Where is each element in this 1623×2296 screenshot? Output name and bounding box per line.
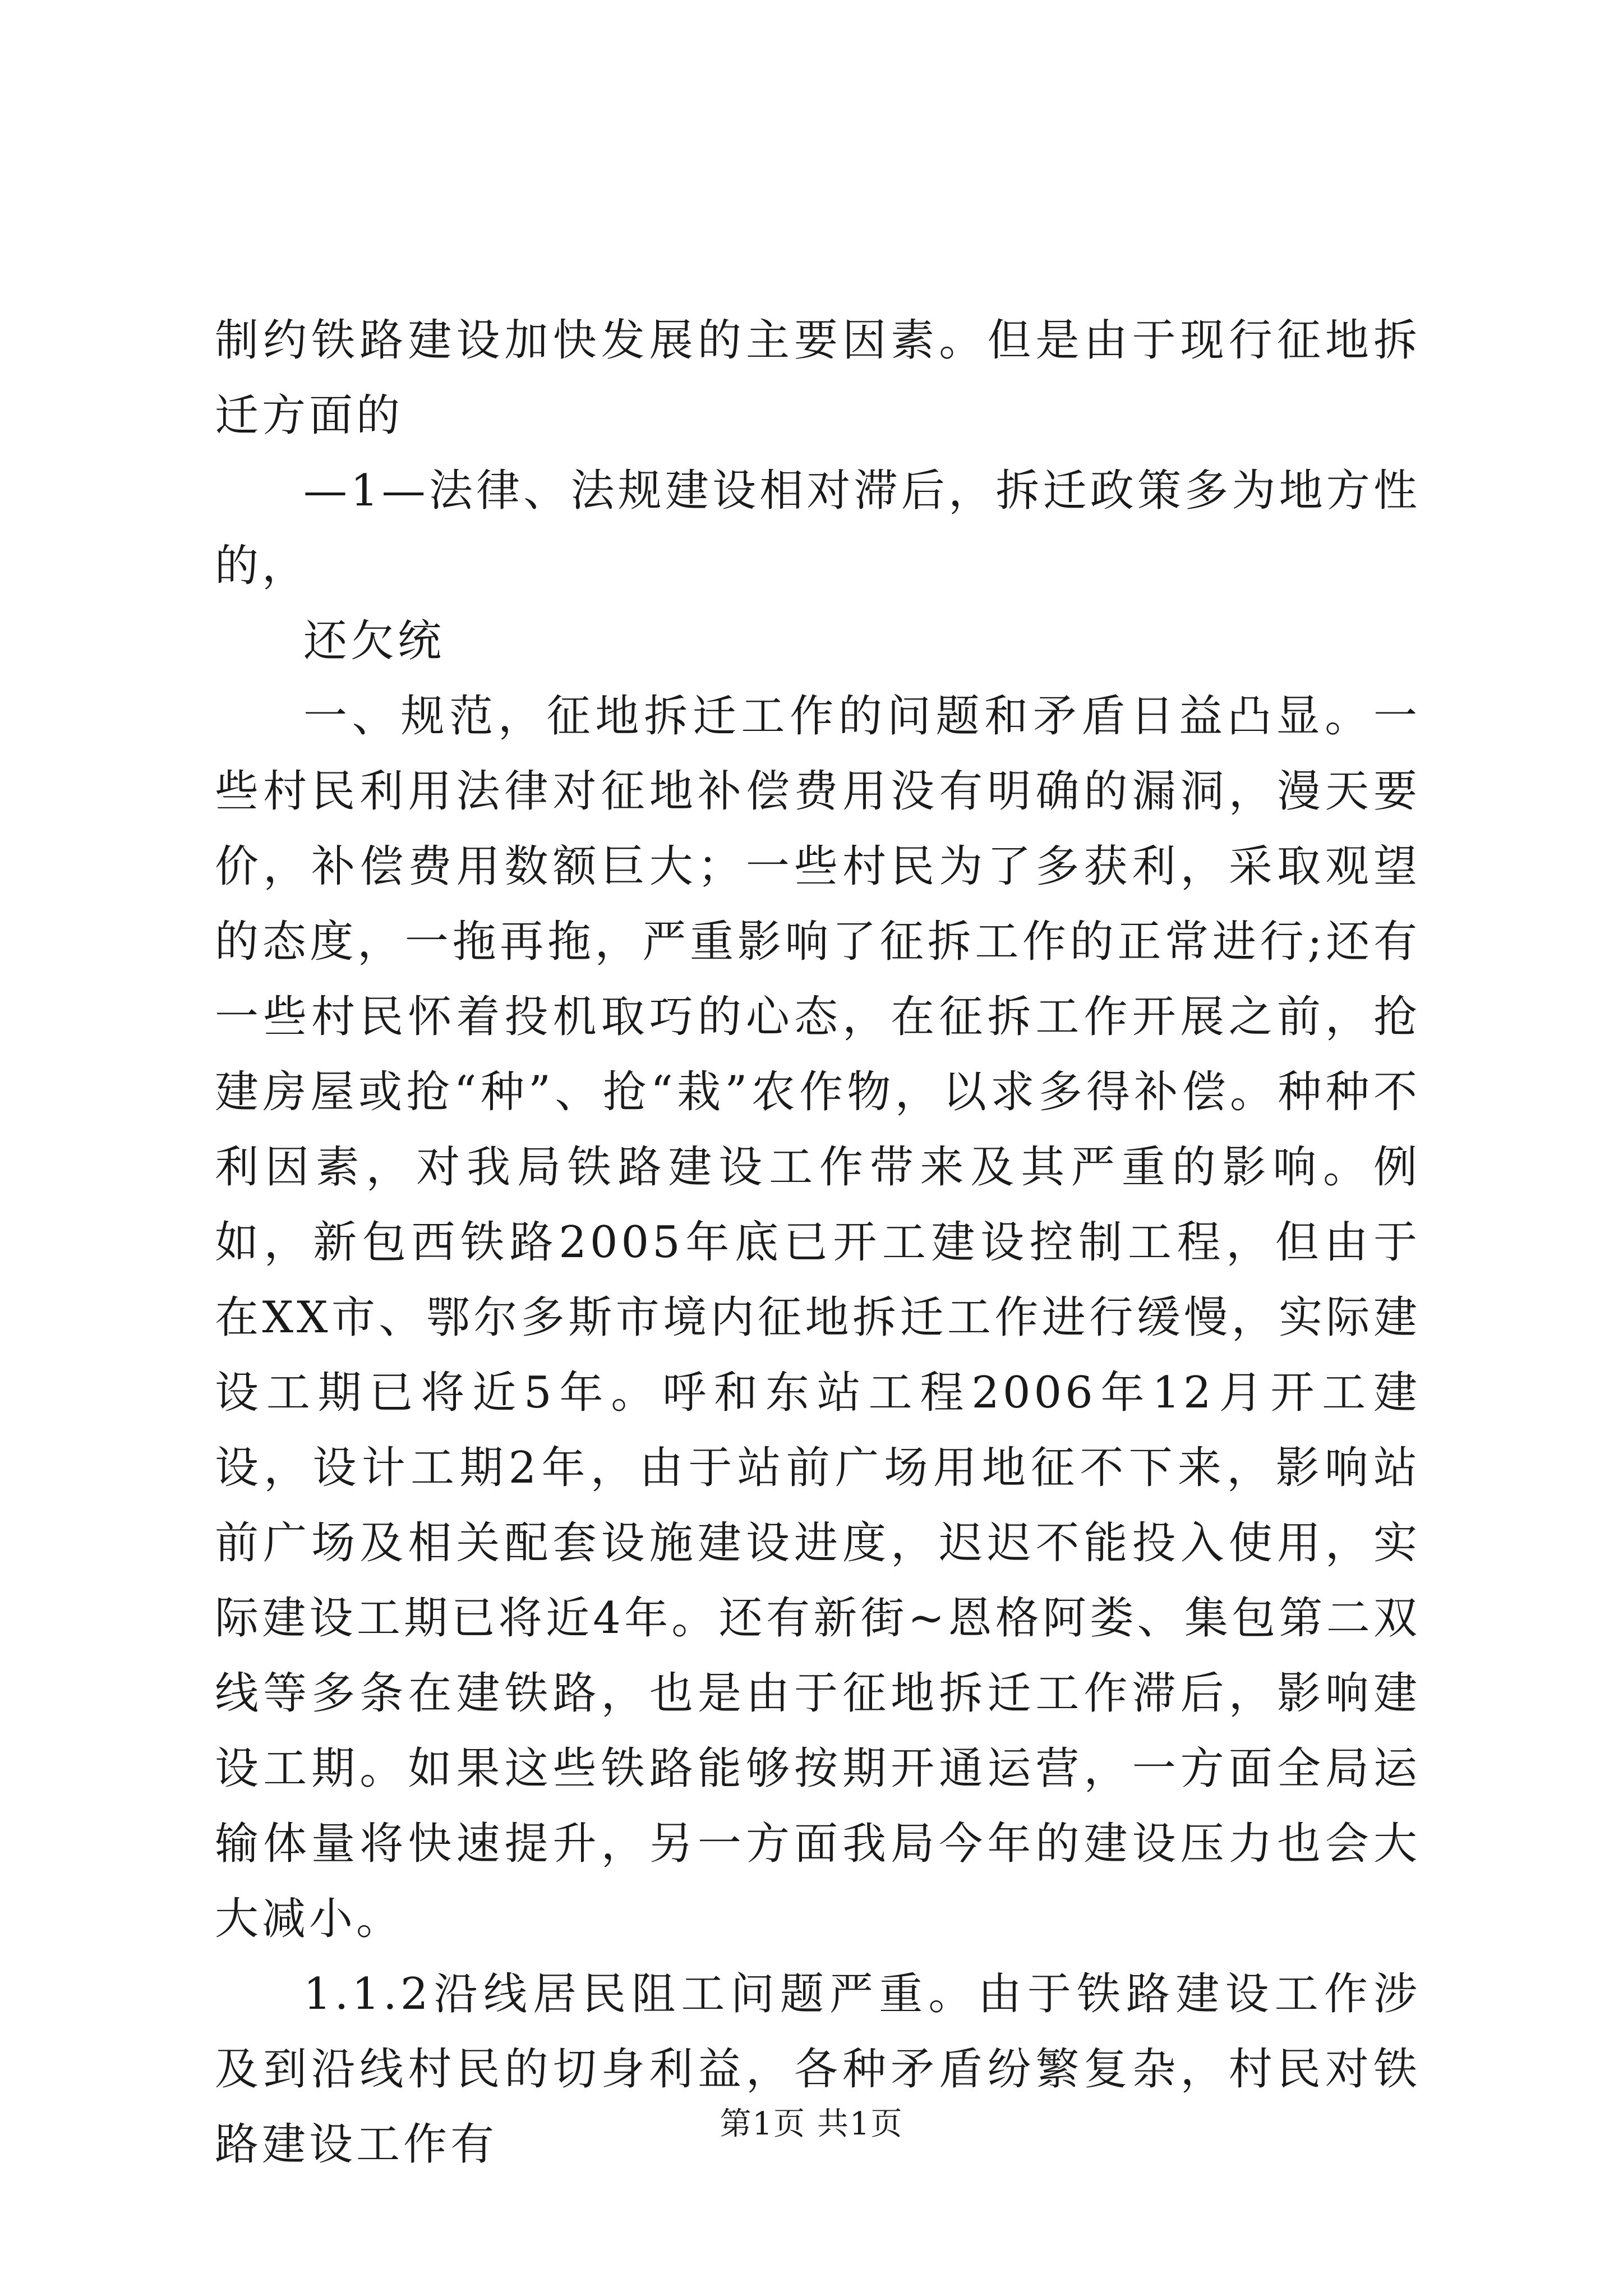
paragraph-4: 一、规范，征地拆迁工作的问题和矛盾日益凸显。一些村民利用法律对征地补偿费用没有明确的漏洞，漫天要价，补偿费用数额巨大；一些村民为了多获利，采取观望的态度，一拖再拖，严重影响了征拆工作的正常进行;还有一些村民怀着投机取巧的心态，在征拆工作开展之前，抢建房屋或抢“种”、抢“栽”农作物，以求多得补偿。种种不利因素，对我局铁路建设工作带来及其严重的影响。例如，新包西铁路2005年底已开工建设控制工程，但由于在XX市、鄂尔多斯市境内征地拆迁工作进行缓慢，实际建设工期已将近5年。呼和东站工程2006年12月开工建设，设计工期2年，由于站前广场用地征不下来，影响站前广场及相关配套设施建设进度，迟迟不能投入使用，实际建设工期已将近4年。还有新街~恩格阿娄、集包第二双线等多条在建铁路，也是由于征地拆迁工作滞后，影响建设工期。如果这些铁路能够按期开通运营，一方面全局运输体量将快速提升，另一方面我局今年的建设压力也会大大减小。 bbox=[215, 691, 1421, 1944]
paragraph-1: 制约铁路建设加快发展的主要因素。但是由于现行征地拆迁方面的 bbox=[215, 315, 1421, 441]
document-body bbox=[215, 303, 1421, 2182]
page-number-label: 第1页 共1页 bbox=[720, 2106, 903, 2142]
paragraph-3: 还欠统 bbox=[303, 616, 445, 666]
paragraph-2: —1—法律、法规建设相对滞后，拆迁政策多为地方性的， bbox=[215, 466, 1421, 591]
paragraph-5: 1.1.2沿线居民阻工问题严重。由于铁路建设工作涉及到沿线村民的切身利益，各种矛盾纷繁复杂，村民对铁路建设工作有 bbox=[215, 1969, 1421, 2170]
page-footer bbox=[0, 2105, 1623, 2144]
